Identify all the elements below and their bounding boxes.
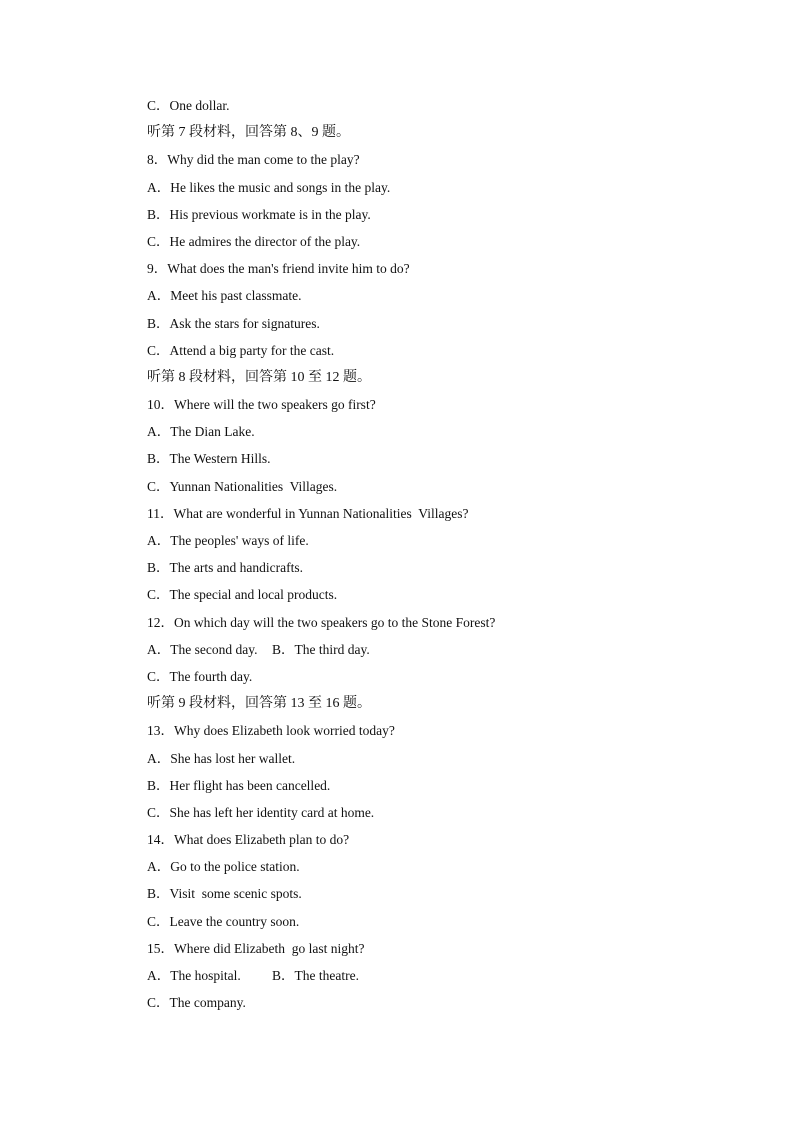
answer-option: C．Leave the country soon. [147, 913, 300, 929]
answer-option: B．Her flight has been cancelled. [147, 777, 331, 793]
document-page [147, 92, 747, 1016]
answer-option: A．Meet his past classmate. [147, 288, 302, 304]
question-text: 9．What does the man's friend invite him to do? [147, 261, 410, 277]
answer-option: B．The Western Hills. [147, 451, 271, 467]
answer-option: C．Attend a big party for the cast. [147, 342, 335, 358]
answer-option-a: A．The hospital. [147, 968, 241, 983]
answer-option: C．She has left her identity card at home. [147, 804, 375, 820]
answer-option: C．The fourth day. [147, 668, 253, 684]
question-text: 11．What are wonderful in Yunnan Nationalities Villages? [147, 505, 469, 521]
answer-option [147, 636, 747, 663]
section-heading: 听第 7 段材料，回答第 8、9 题。 [147, 125, 350, 141]
answer-option: B．Visit some scenic spots. [147, 886, 302, 902]
answer-option: A．The Dian Lake. [147, 424, 255, 440]
question-text: 14．What does Elizabeth plan to do? [147, 832, 350, 848]
question-text: 10．Where will the two speakers go first? [147, 397, 376, 413]
answer-option: B．Ask the stars for signatures. [147, 315, 320, 331]
answer-option-b: B．The third day. [272, 641, 370, 657]
answer-option: C．The special and local products. [147, 587, 338, 603]
answer-option: C．The company. [147, 995, 246, 1011]
answer-option-b: B．The theatre. [272, 968, 359, 983]
answer-option: A．Go to the police station. [147, 859, 300, 875]
section-heading: 听第 8 段材料，回答第 10 至 12 题。 [147, 369, 371, 385]
question-text: 15．Where did Elizabeth go last night? [147, 940, 365, 956]
answer-option: B．His previous workmate is in the play. [147, 206, 371, 222]
answer-option-a: A．The second day. [147, 641, 258, 657]
answer-option: C．One dollar. [147, 98, 230, 113]
question-text: 12．On which day will the two speakers go to the Stone Forest? [147, 614, 496, 630]
answer-option: C．He admires the director of the play. [147, 233, 361, 249]
answer-option: A．He likes the music and songs in the play. [147, 179, 391, 195]
answer-option [147, 962, 747, 989]
section-heading: 听第 9 段材料，回答第 13 至 16 题。 [147, 696, 371, 712]
answer-option: A．She has lost her wallet. [147, 750, 296, 766]
answer-option: B．The arts and handicrafts. [147, 560, 303, 576]
question-text: 13．Why does Elizabeth look worried today? [147, 723, 395, 739]
answer-option: C．Yunnan Nationalities Villages. [147, 478, 338, 494]
answer-option: A．The peoples' ways of life. [147, 533, 309, 548]
question-text: 8．Why did the man come to the play? [147, 152, 360, 168]
